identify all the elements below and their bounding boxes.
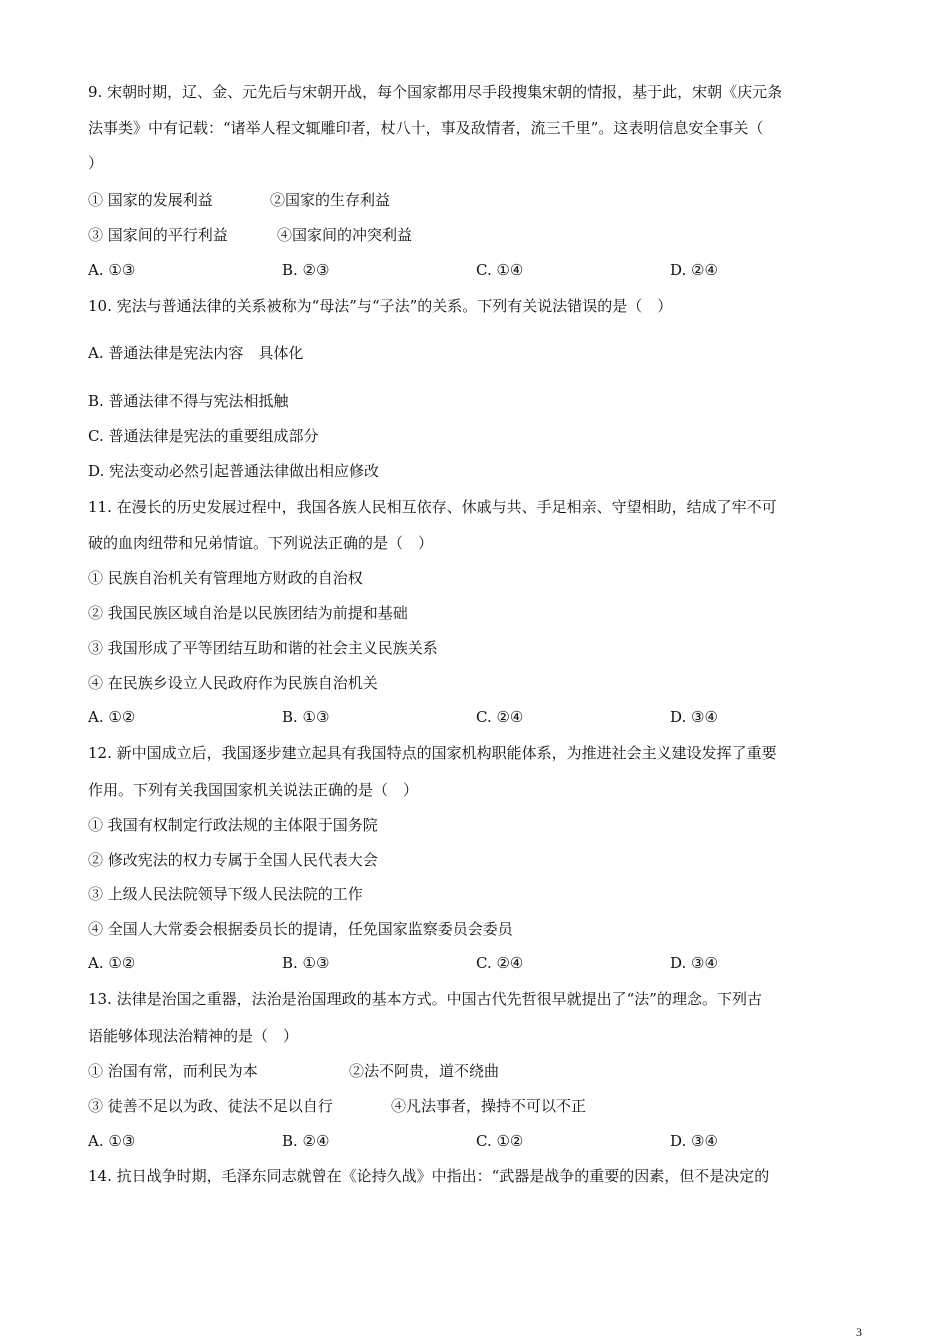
q11-item-1: ① 民族自治机关有管理地方财政的自治权	[88, 569, 363, 587]
q11-option-b: B. ①③	[282, 708, 330, 726]
q12-item-4: ④ 全国人大常委会根据委员长的提请，任免国家监察委员会委员	[88, 920, 513, 938]
q12-option-b: B. ①③	[282, 954, 330, 972]
q10-option-c: C. 普通法律是宪法的重要组成部分	[88, 427, 319, 445]
q11-item-3: ③ 我国形成了平等团结互助和谐的社会主义民族关系	[88, 639, 438, 657]
q11-stem-line-2: 破的血肉纽带和兄弟情谊。下列说法正确的是（ ）	[88, 534, 434, 552]
q9-item-1: ① 国家的发展利益	[88, 191, 213, 209]
q11-option-d: D. ③④	[670, 708, 718, 726]
q10-option-d: D. 宪法变动必然引起普通法律做出相应修改	[88, 462, 380, 480]
q12-item-3: ③ 上级人民法院领导下级人民法院的工作	[88, 885, 363, 903]
q11-item-4: ④ 在民族乡设立人民政府作为民族自治机关	[88, 674, 378, 692]
q12-stem-line-2: 作用。下列有关我国国家机关说法正确的是（ ）	[88, 781, 419, 799]
q9-stem-line-1: 9. 宋朝时期，辽、金、元先后与宋朝开战，每个国家都用尽手段搜集宋朝的情报，基于此，宋朝《庆元条	[88, 83, 783, 101]
q10-option-a: A. 普通法律是宪法内容 具体化	[88, 344, 304, 362]
q13-option-a: A. ①③	[88, 1132, 136, 1150]
q9-option-c: C. ①④	[476, 261, 524, 279]
q12-item-1: ① 我国有权制定行政法规的主体限于国务院	[88, 816, 378, 834]
q13-option-d: D. ③④	[670, 1132, 718, 1150]
q14-stem-line-1: 14. 抗日战争时期，毛泽东同志就曾在《论持久战》中指出：“武器是战争的重要的因素，但不是决定的	[88, 1167, 770, 1185]
q12-option-c: C. ②④	[476, 954, 524, 972]
q9-stem-line-3: ）	[88, 154, 104, 172]
q9-option-b: B. ②③	[282, 261, 330, 279]
q12-option-d: D. ③④	[670, 954, 718, 972]
q10-option-b: B. 普通法律不得与宪法相抵触	[88, 392, 289, 410]
q13-item-3: ③ 徒善不足以为政、徒法不足以自行	[88, 1097, 333, 1115]
q13-stem-line-2: 语能够体现法治精神的是（ ）	[88, 1027, 299, 1045]
q11-item-2: ② 我国民族区域自治是以民族团结为前提和基础	[88, 604, 408, 622]
page-number: 3	[856, 1325, 862, 1339]
q11-option-c: C. ②④	[476, 708, 524, 726]
q13-option-c: C. ①②	[476, 1132, 524, 1150]
q9-option-d: D. ②④	[670, 261, 718, 279]
q11-stem-line-1: 11. 在漫长的历史发展过程中，我国各族人民相互依存、休戚与共、手足相亲、守望相助，结成了牢不可	[88, 498, 777, 516]
q13-item-2: ②法不阿贵，道不绕曲	[349, 1062, 500, 1080]
q9-item-4: ④国家间的冲突利益	[277, 226, 413, 244]
q9-item-3: ③ 国家间的平行利益	[88, 226, 228, 244]
q9-option-a: A. ①③	[88, 261, 136, 279]
q11-option-a: A. ①②	[88, 708, 136, 726]
q13-stem-line-1: 13. 法律是治国之重器，法治是治国理政的基本方式。中国古代先哲很早就提出了“法”的理念。下列古	[88, 990, 762, 1008]
q12-stem-line-1: 12. 新中国成立后，我国逐步建立起具有我国特点的国家机构职能体系，为推进社会主义建设发挥了重要	[88, 744, 777, 762]
q12-option-a: A. ①②	[88, 954, 136, 972]
q13-option-b: B. ②④	[282, 1132, 330, 1150]
q13-item-4: ④凡法事者，操持不可以不正	[391, 1097, 587, 1115]
q13-item-1: ① 治国有常，而利民为本	[88, 1062, 258, 1080]
q10-stem-line-1: 10. 宪法与普通法律的关系被称为“母法”与“子法”的关系。下列有关说法错误的是（ ）	[88, 297, 673, 315]
q12-item-2: ② 修改宪法的权力专属于全国人民代表大会	[88, 851, 378, 869]
q9-item-2: ②国家的生存利益	[270, 191, 391, 209]
q9-stem-line-2: 法事类》中有记载：“诸举人程文辄雕印者，杖八十，事及敌情者，流三千里”。这表明信息安全事关（	[88, 119, 764, 137]
